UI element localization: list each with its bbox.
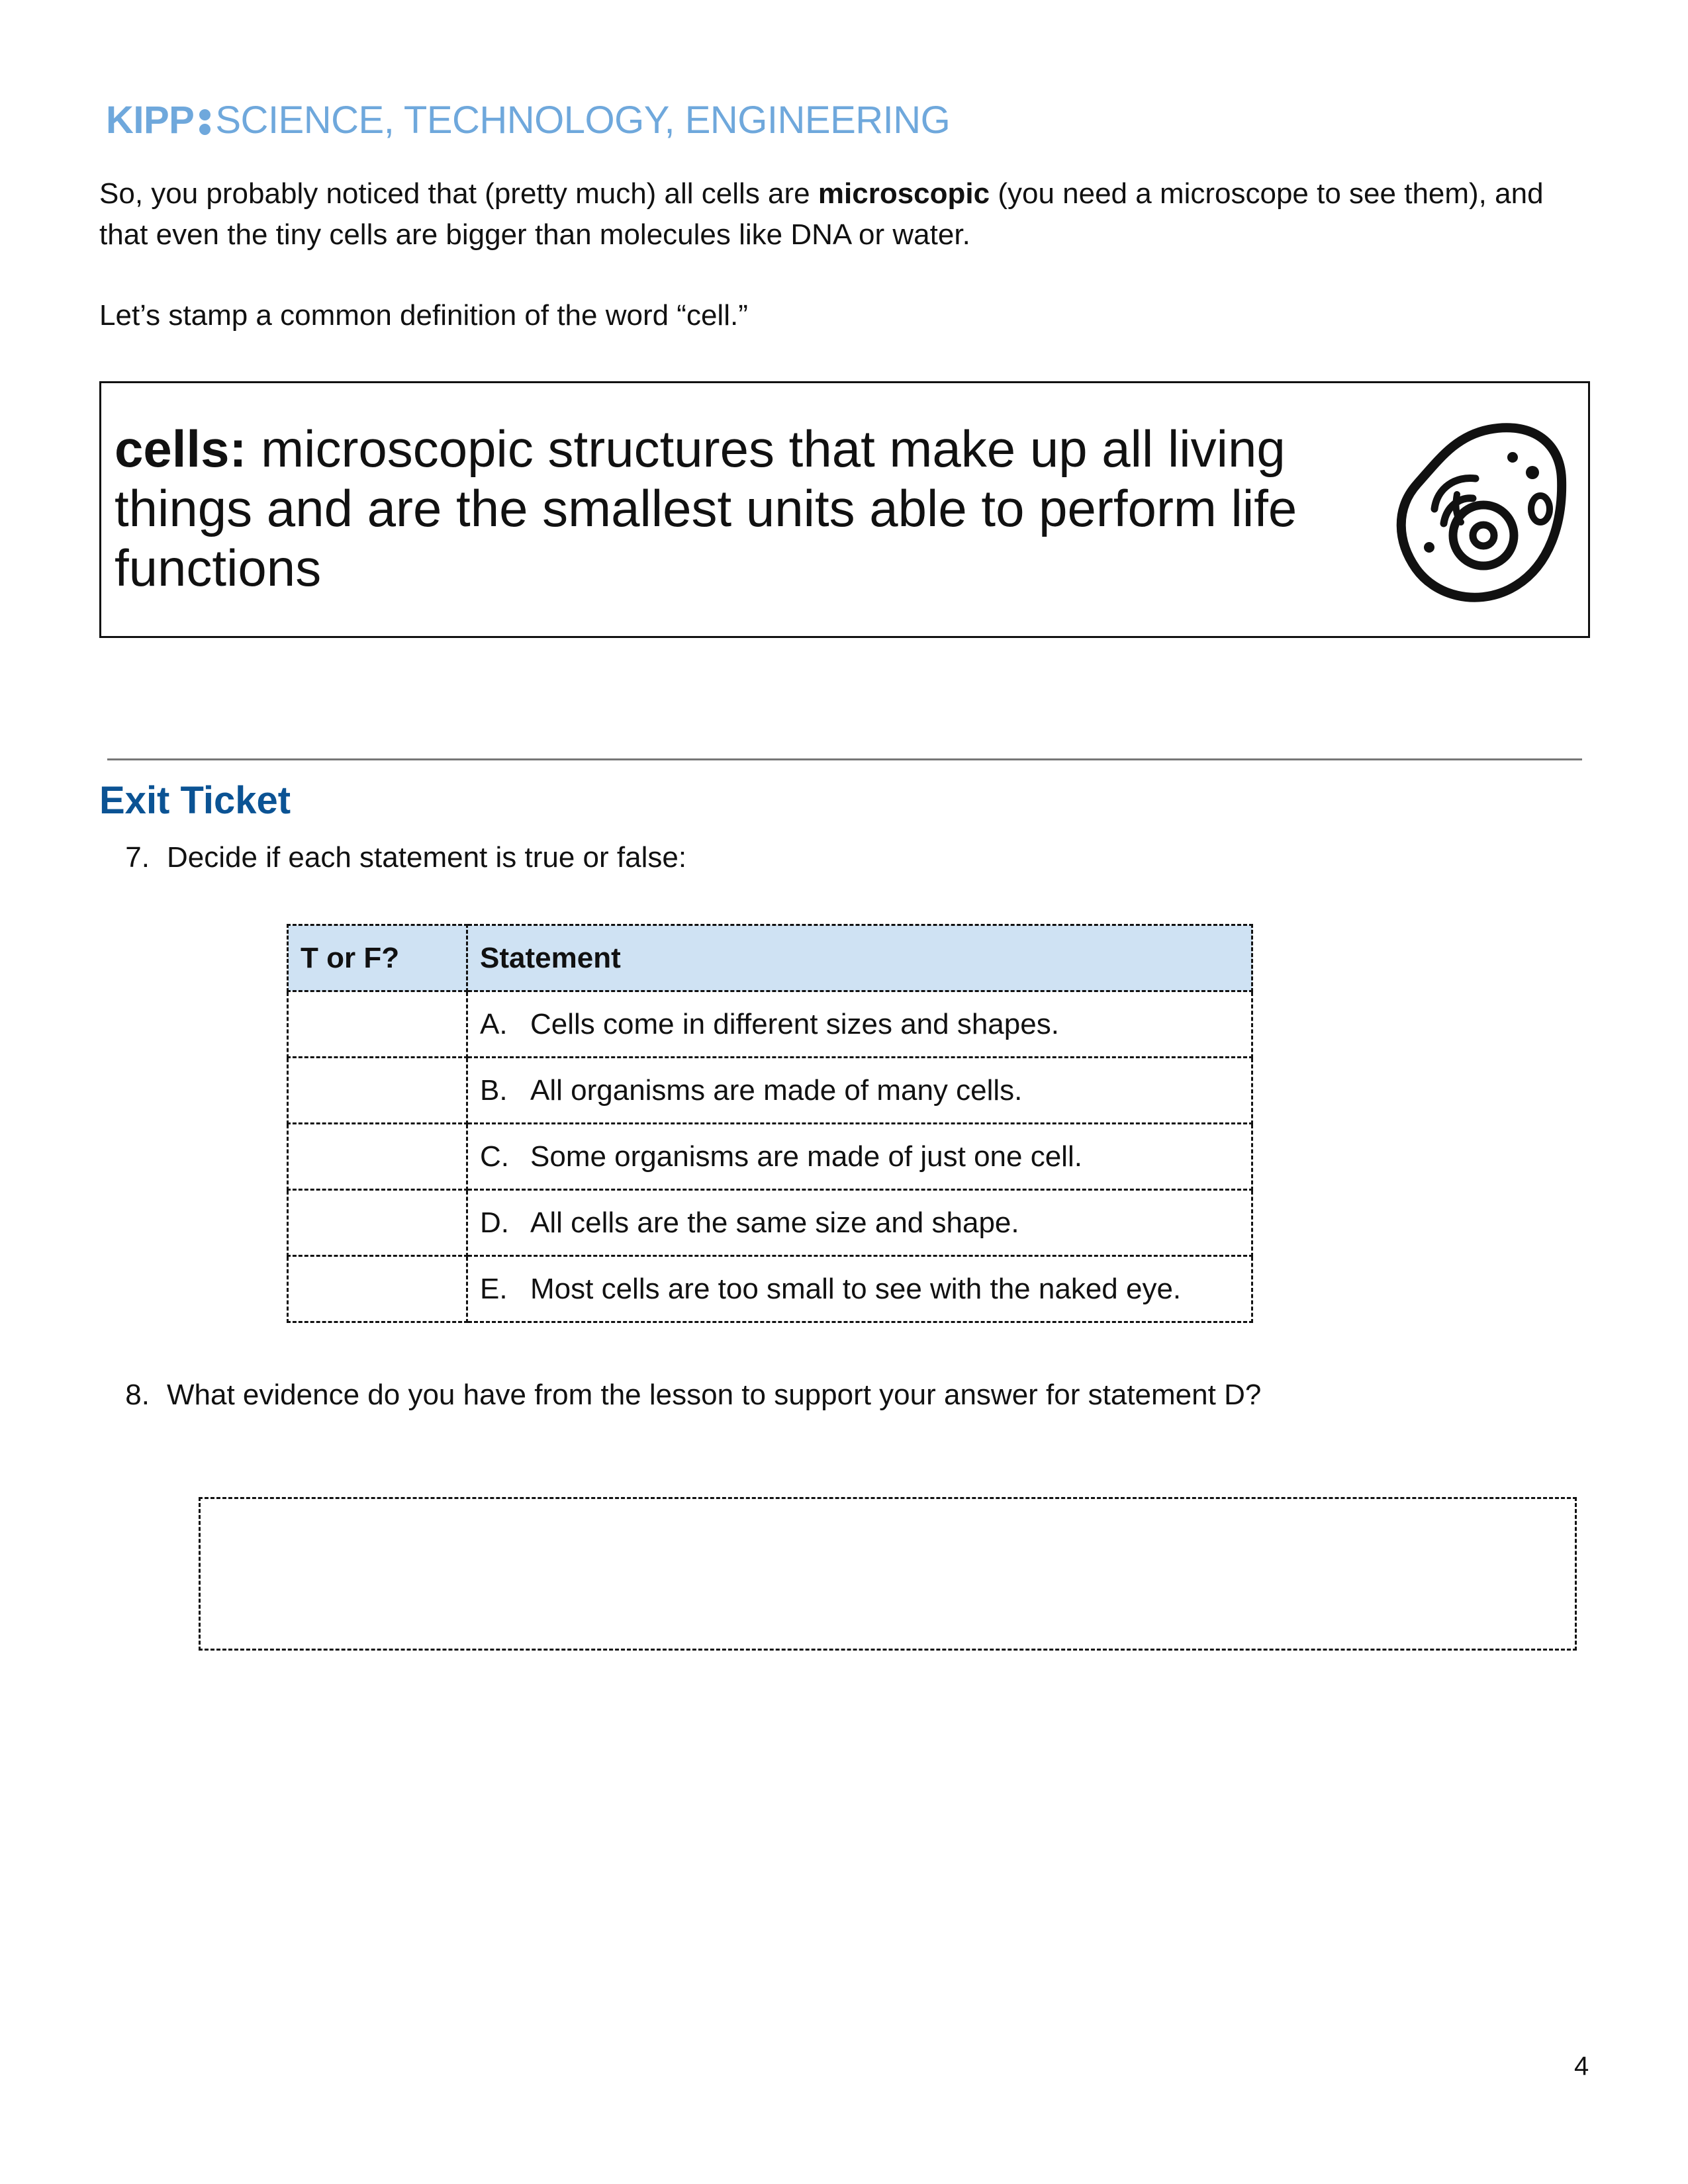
statement-cell	[467, 991, 1252, 1058]
answer-cell-b[interactable]	[288, 1058, 467, 1124]
definition-body: microscopic structures that make up all living things and are the smallest units able to perform life functions	[115, 420, 1297, 597]
question-7-text: Decide if each statement is true or false:	[167, 841, 687, 874]
statement-letter: E.	[480, 1272, 508, 1305]
statement-text: Most cells are too small to see with the naked eye.	[530, 1272, 1182, 1305]
answer-cell-c[interactable]	[288, 1124, 467, 1190]
true-false-table	[287, 924, 1253, 1323]
table-row	[288, 991, 1252, 1058]
header-t-or-f: T or F?	[288, 925, 467, 991]
question-7	[99, 838, 686, 878]
table-header-row	[288, 925, 1252, 991]
table-row	[288, 1124, 1252, 1190]
statement-text: All cells are the same size and shape.	[530, 1206, 1019, 1239]
answer-cell-d[interactable]	[288, 1190, 467, 1256]
statement-text: Cells come in different sizes and shapes.	[530, 1007, 1059, 1040]
statement-letter: A.	[480, 1007, 508, 1040]
statement-cell	[467, 1058, 1252, 1124]
statement-letter: B.	[480, 1073, 508, 1107]
header-statement: Statement	[467, 925, 1252, 991]
exit-ticket-title: Exit Ticket	[99, 779, 291, 822]
brand-colon-logo	[198, 107, 212, 136]
intro-text-start: So, you probably noticed that (pretty much) all cells are	[99, 177, 818, 210]
page-number: 4	[1574, 2052, 1589, 2081]
statement-letter: D.	[480, 1206, 509, 1239]
definition-box	[99, 381, 1590, 638]
section-divider	[107, 758, 1582, 760]
table-row	[288, 1058, 1252, 1124]
cell-icon	[1383, 410, 1581, 608]
table-row	[288, 1256, 1252, 1322]
question-7-number: 7.	[125, 841, 150, 874]
page-header	[106, 98, 950, 142]
brand-name: KIPP	[106, 99, 195, 142]
statement-text: All organisms are made of many cells.	[530, 1073, 1023, 1107]
table-row	[288, 1190, 1252, 1256]
statement-text: Some organisms are made of just one cell.	[530, 1140, 1082, 1173]
statement-letter: C.	[480, 1140, 509, 1173]
statement-cell	[467, 1124, 1252, 1190]
question-8-number: 8.	[125, 1379, 150, 1411]
intro-bold-term: microscopic	[818, 177, 990, 210]
header-subject: SCIENCE, TECHNOLOGY, ENGINEERING	[215, 99, 951, 142]
question-8-text: What evidence do you have from the lesson to support your answer for statement D?	[167, 1379, 1262, 1411]
definition-term: cells:	[115, 420, 247, 478]
statement-cell	[467, 1256, 1252, 1322]
answer-cell-e[interactable]	[288, 1256, 467, 1322]
evidence-answer-box[interactable]	[199, 1497, 1577, 1651]
intro-text-end: (you need a microscope to see them), and that even the tiny cells are bigger than molecules like DNA or water.	[99, 177, 1544, 251]
question-8	[99, 1375, 1261, 1415]
definition-text	[115, 419, 1372, 598]
statement-cell	[467, 1190, 1252, 1256]
stamp-instruction: Let’s stamp a common definition of the word “cell.”	[99, 299, 748, 332]
intro-paragraph	[99, 173, 1595, 255]
answer-cell-a[interactable]	[288, 991, 467, 1058]
